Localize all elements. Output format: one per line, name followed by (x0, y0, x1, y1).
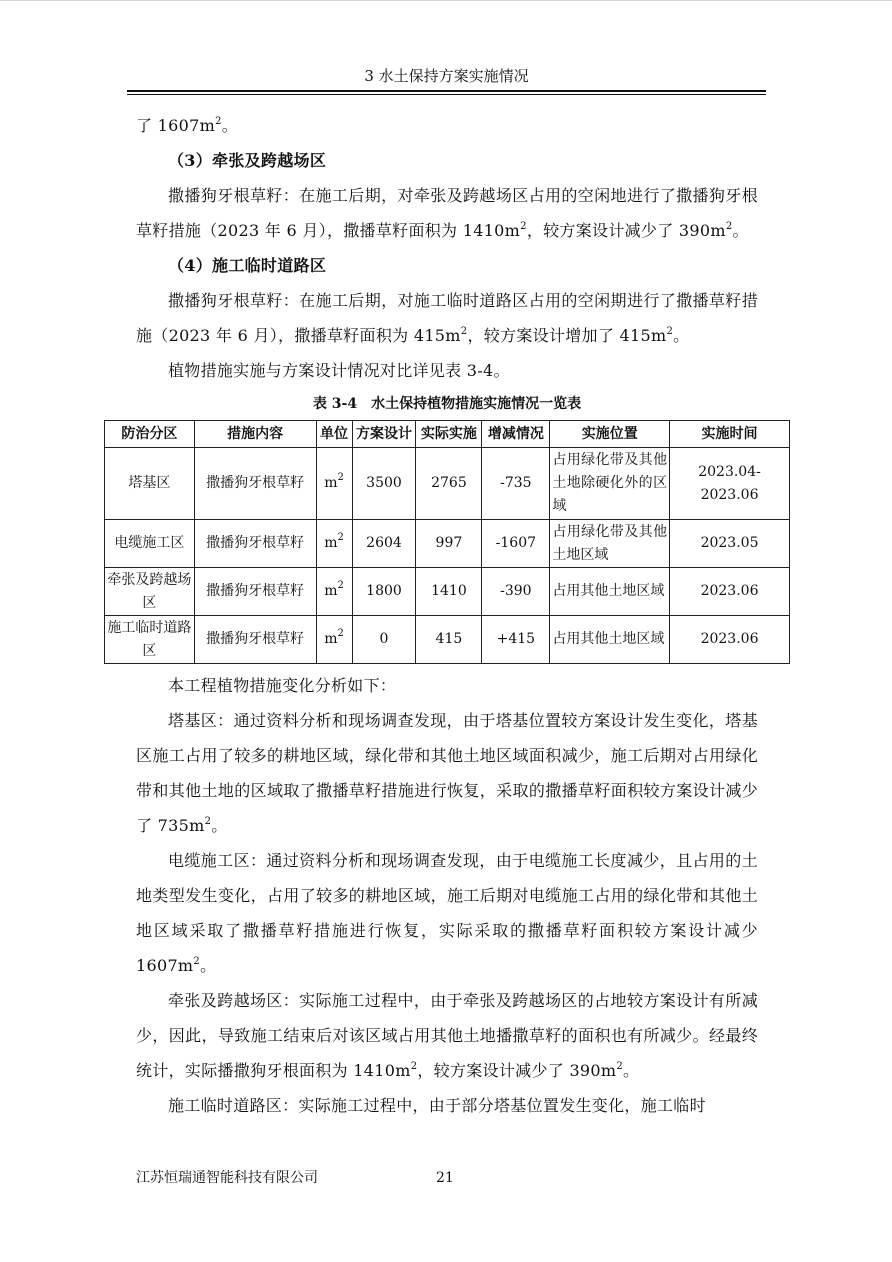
table-row (105, 448, 790, 520)
cell-design: 2604 (352, 520, 416, 568)
col-header: 防治分区 (105, 421, 195, 448)
col-header: 单位 (316, 421, 352, 448)
cell-measure: 撒播狗牙根草籽 (194, 616, 316, 664)
cell-location: 占用其他土地区域 (550, 568, 670, 616)
cell-measure: 撒播狗牙根草籽 (194, 448, 316, 520)
cell-actual: 2765 (416, 448, 482, 520)
paragraph-zone-3: 撒播狗牙根草籽：在施工后期，对牵张及跨越场区占用的空闲地进行了撒播狗牙根草籽措施（2023 年 6 月），撒播草籽面积为 $1410m^2$，较方案设计减少了 $390m^2$。 (136, 186, 758, 240)
analysis-tension-zone: 牵张及跨越场区：实际施工过程中，由于牵张及跨越场区的占地较方案设计有所减少，因此，导致施工结束后对该区域占用其他土地播撒草籽的面积也有所减少。经最终统计，实际播撒狗牙根面积为 $1410m^2$，较方案设计减少了 $390m^2$。 (136, 991, 758, 1080)
col-header: 措施内容 (194, 421, 316, 448)
cell-design: 3500 (352, 448, 416, 520)
cell-change: -1607 (482, 520, 550, 568)
cell-actual: 415 (416, 616, 482, 664)
table-row (105, 520, 790, 568)
cell-unit: $m^2$ (316, 448, 352, 520)
header-rule-thin (127, 94, 766, 95)
cell-time: 2023.05 (670, 520, 790, 568)
cell-unit: $m^2$ (316, 520, 352, 568)
continued-paragraph: 了 $1607m^2$。 (136, 115, 239, 135)
col-header: 实施时间 (670, 421, 790, 448)
vegetation-measures-table (104, 420, 790, 664)
table-caption: 表 3-4 水土保持植物措施实施情况一览表 (312, 396, 582, 412)
cell-zone: 施工临时道路区 (105, 616, 195, 664)
table-header-row (105, 421, 790, 448)
cell-measure: 撒播狗牙根草籽 (194, 568, 316, 616)
cell-location: 占用绿化带及其他土地区域 (550, 520, 670, 568)
page-number: 21 (436, 1170, 454, 1186)
cell-location: 占用绿化带及其他土地除硬化外的区域 (550, 448, 670, 520)
col-header: 实施位置 (550, 421, 670, 448)
analysis-cable-zone: 电缆施工区：通过资料分析和现场调查发现，由于电缆施工长度减少，且占用的土地类型发生变化，占用了较多的耕地区域，施工后期对电缆施工占用的绿化带和其他土地区域采取了撒播草籽措施进行恢复，实际采取的撒播草籽面积较方案设计减少 $1607m^2$。 (136, 851, 758, 975)
analysis-intro: 本工程植物措施变化分析如下： (168, 676, 397, 695)
cell-time: 2023.06 (670, 568, 790, 616)
table-reference-paragraph: 植物措施实施与方案设计情况对比详见表 3-4。 (168, 361, 510, 380)
col-header: 方案设计 (352, 421, 416, 448)
table-row (105, 616, 790, 664)
page-content (107, 108, 761, 1123)
section-heading-4: （4）施工临时道路区 (168, 256, 327, 275)
cell-zone: 牵张及跨越场区 (105, 568, 195, 616)
cell-actual: 997 (416, 520, 482, 568)
cell-change: +415 (482, 616, 550, 664)
cell-zone: 电缆施工区 (105, 520, 195, 568)
analysis-temp-road-zone: 施工临时道路区：实际施工过程中，由于部分塔基位置发生变化，施工临时 (168, 1096, 706, 1115)
cell-time: 2023.04-2023.06 (670, 448, 790, 520)
cell-design: 1800 (352, 568, 416, 616)
cell-unit: $m^2$ (316, 616, 352, 664)
section-heading-3: （3）牵张及跨越场区 (168, 151, 327, 170)
cell-zone: 塔基区 (105, 448, 195, 520)
col-header: 实际实施 (416, 421, 482, 448)
cell-unit: $m^2$ (316, 568, 352, 616)
cell-location: 占用其他土地区域 (550, 616, 670, 664)
page-top-edge (0, 0, 892, 1)
cell-change: -390 (482, 568, 550, 616)
cell-actual: 1410 (416, 568, 482, 616)
cell-time: 2023.06 (670, 616, 790, 664)
col-header: 增减情况 (482, 421, 550, 448)
header-rule-thick (127, 90, 766, 92)
cell-design: 0 (352, 616, 416, 664)
table-row (105, 568, 790, 616)
running-header: 3 水土保持方案实施情况 (364, 67, 529, 85)
cell-measure: 撒播狗牙根草籽 (194, 520, 316, 568)
paragraph-zone-4: 撒播狗牙根草籽：在施工后期，对施工临时道路区占用的空闲期进行了撒播草籽措施（2023 年 6 月），撒播草籽面积为 $415m^2$，较方案设计增加了 $415m^2$。 (136, 291, 758, 345)
cell-change: -735 (482, 448, 550, 520)
footer-company: 江苏恒瑞通智能科技有限公司 (136, 1170, 318, 1186)
analysis-tower-zone: 塔基区：通过资料分析和现场调查发现，由于塔基位置较方案设计发生变化，塔基区施工占用了较多的耕地区域，绿化带和其他土地区域面积减少，施工后期对占用绿化带和其他土地的区域取了撒播草籽措施进行恢复，采取的撒播草籽面积较方案设计减少了 $735m^2$。 (136, 711, 758, 835)
